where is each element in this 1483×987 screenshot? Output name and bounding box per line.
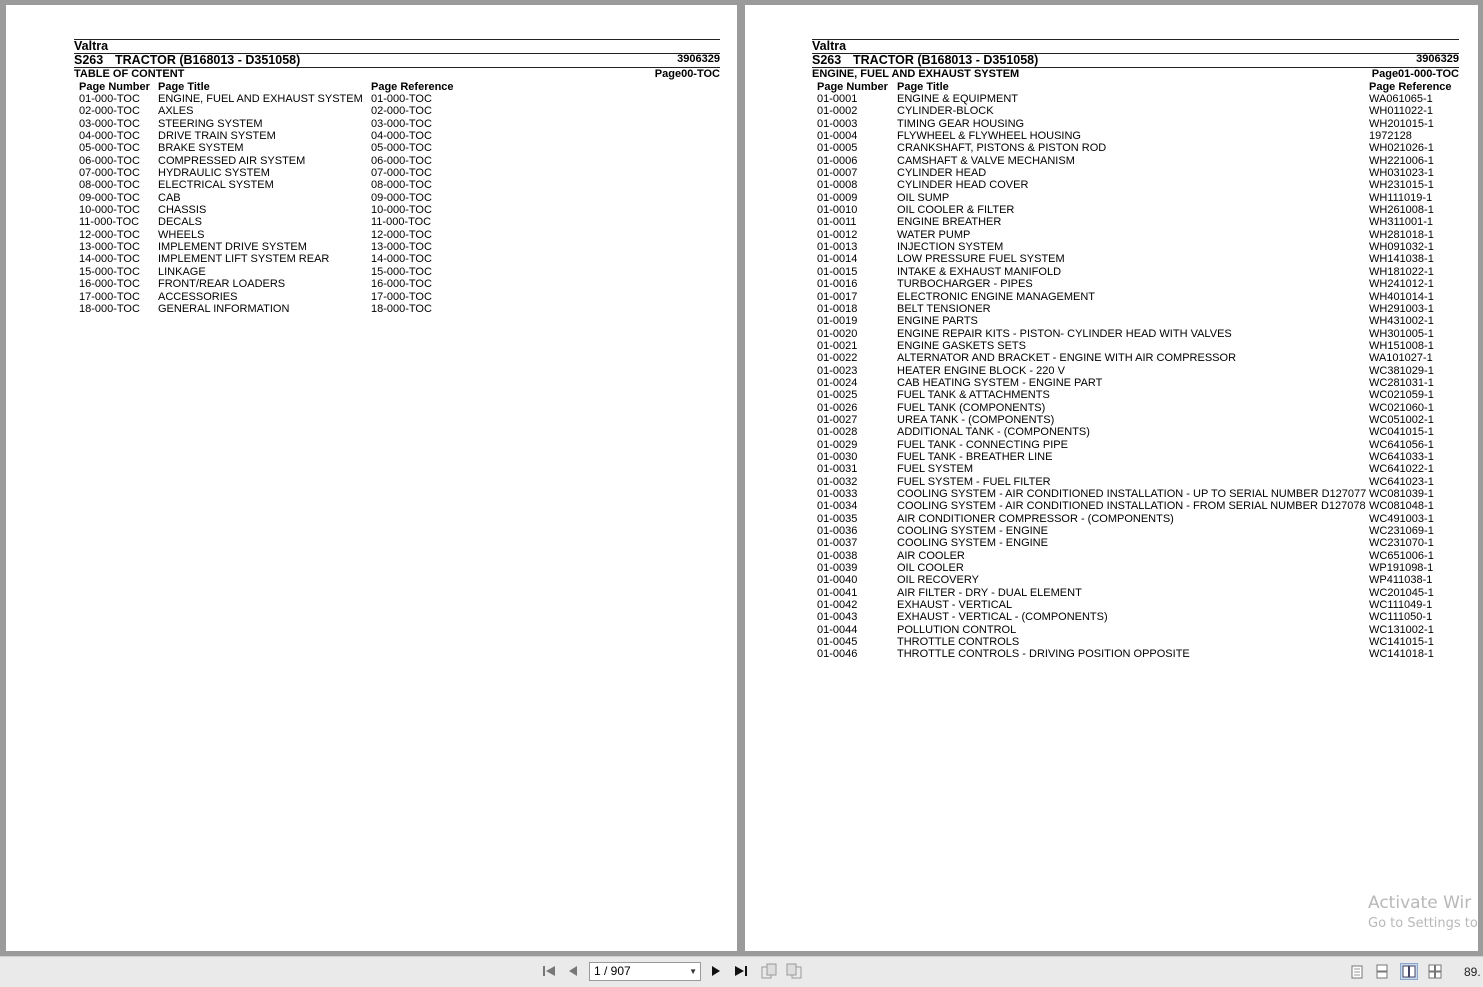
number-cell: 01-0029: [817, 438, 858, 451]
number-cell: 01-0036: [817, 525, 858, 538]
table-row: [745, 636, 1478, 648]
document-title: TRACTOR (B168013 - D351058): [853, 53, 1039, 67]
title-cell: OIL SUMP: [897, 191, 950, 204]
reference-cell: 03-000-TOC: [371, 117, 432, 130]
reference-cell: WH431002-1: [1369, 315, 1434, 328]
table-row: [745, 365, 1478, 377]
title-cell: FUEL TANK - BREATHER LINE: [897, 450, 1053, 463]
number-cell: 01-0034: [817, 500, 858, 513]
reference-cell: 07-000-TOC: [371, 167, 432, 180]
reference-cell: WH281018-1: [1369, 228, 1434, 241]
reference-cell: 13-000-TOC: [371, 241, 432, 254]
title-cell: ACCESSORIES: [158, 290, 238, 303]
title-cell: HYDRAULIC SYSTEM: [158, 167, 270, 180]
number-cell: 04-000-TOC: [79, 130, 140, 143]
table-row: [6, 142, 737, 154]
reference-cell: WC111049-1: [1369, 599, 1433, 612]
reference-cell: 08-000-TOC: [371, 179, 432, 192]
reference-cell: WC041015-1: [1369, 426, 1434, 439]
number-cell: 01-0018: [817, 302, 858, 315]
page-reference: Page00-TOC: [654, 68, 720, 80]
reference-cell: WH091032-1: [1369, 241, 1434, 254]
reference-cell: 18-000-TOC: [371, 302, 432, 315]
number-cell: 18-000-TOC: [79, 302, 140, 315]
table-row: [745, 648, 1478, 660]
title-cell: ENGINE PARTS: [897, 315, 978, 328]
title-cell: LOW PRESSURE FUEL SYSTEM: [897, 253, 1065, 266]
table-row: [745, 562, 1478, 574]
table-row: [6, 291, 737, 303]
table-row: [745, 439, 1478, 451]
table-row: [745, 476, 1478, 488]
table-row: [6, 303, 737, 315]
title-cell: BELT TENSIONER: [897, 302, 991, 315]
table-row: [745, 426, 1478, 438]
title-cell: ENGINE BREATHER: [897, 216, 1002, 229]
number-cell: 01-0040: [817, 574, 858, 587]
table-row: [745, 142, 1478, 154]
table-row: [745, 377, 1478, 389]
table-row: [745, 241, 1478, 253]
title-cell: FUEL SYSTEM: [897, 463, 973, 476]
number-cell: 01-0017: [817, 290, 858, 303]
title-cell: COOLING SYSTEM - AIR CONDITIONED INSTALLATION - FROM SERIAL NUMBER D127078: [897, 500, 1366, 513]
document-number: 3906329: [677, 53, 720, 65]
number-cell: 01-0030: [817, 450, 858, 463]
reference-cell: WH031023-1: [1369, 167, 1434, 180]
reference-cell: 05-000-TOC: [371, 142, 432, 155]
table-row: [745, 525, 1478, 537]
table-row: [745, 537, 1478, 549]
title-cell: ENGINE & EQUIPMENT: [897, 93, 1019, 105]
table-row: [6, 192, 737, 204]
title-cell: STEERING SYSTEM: [158, 117, 263, 130]
table-row: [745, 167, 1478, 179]
number-cell: 01-0043: [817, 611, 858, 624]
number-cell: 01-0032: [817, 475, 858, 488]
title-cell: COOLING SYSTEM - ENGINE: [897, 537, 1048, 550]
table-row: [6, 216, 737, 228]
previous-page-icon[interactable]: [564, 962, 582, 980]
column-header-reference: Page Reference: [371, 81, 454, 93]
table-row: [745, 278, 1478, 290]
reference-cell: WC641023-1: [1369, 475, 1434, 488]
reference-cell: WH311001-1: [1369, 216, 1433, 229]
title-cell: TIMING GEAR HOUSING: [897, 117, 1025, 130]
table-row: [745, 463, 1478, 475]
number-cell: 01-0020: [817, 327, 858, 340]
reference-cell: WP191098-1: [1369, 562, 1434, 575]
number-cell: 01-0010: [817, 204, 858, 217]
title-cell: IMPLEMENT LIFT SYSTEM REAR: [158, 253, 330, 266]
number-cell: 13-000-TOC: [79, 241, 140, 254]
number-cell: 16-000-TOC: [79, 278, 140, 291]
table-row: [745, 402, 1478, 414]
model-code: S263: [812, 53, 842, 67]
reference-cell: WP411038-1: [1369, 574, 1433, 587]
page-indicator-text: 1 / 907: [594, 964, 631, 978]
number-cell: 01-0014: [817, 253, 858, 266]
table-row: [6, 278, 737, 290]
reference-cell: WH261008-1: [1369, 204, 1434, 217]
table-row: [6, 118, 737, 130]
reference-cell: WH141038-1: [1369, 253, 1434, 266]
zoom-level[interactable]: 89.: [1464, 965, 1481, 979]
number-cell: 01-0033: [817, 488, 858, 500]
number-cell: 01-0009: [817, 191, 858, 204]
reference-cell: 14-000-TOC: [371, 253, 432, 266]
table-row: [745, 179, 1478, 191]
table-row: [745, 574, 1478, 586]
number-cell: 12-000-TOC: [79, 228, 140, 241]
number-cell: 01-0003: [817, 117, 858, 130]
title-cell: THROTTLE CONTROLS - DRIVING POSITION OPPOSITE: [897, 648, 1190, 661]
number-cell: 01-0021: [817, 339, 858, 352]
document-page-right: [745, 5, 1478, 951]
title-cell: ENGINE REPAIR KITS - PISTON- CYLINDER HEAD WITH VALVES: [897, 327, 1232, 340]
table-row: [745, 599, 1478, 611]
table-row: [745, 253, 1478, 265]
reference-cell: WH221006-1: [1369, 154, 1434, 167]
reference-cell: WH231015-1: [1369, 179, 1434, 192]
reference-cell: 11-000-TOC: [371, 216, 432, 229]
number-cell: 01-0035: [817, 512, 858, 525]
viewer-toolbar: [0, 956, 1483, 987]
toc-table: [745, 93, 1478, 661]
table-row: [745, 105, 1478, 117]
number-cell: 11-000-TOC: [79, 216, 140, 229]
reference-cell: 09-000-TOC: [371, 191, 432, 204]
reference-cell: WC141018-1: [1369, 648, 1434, 661]
header-rule-top: [812, 39, 1459, 40]
title-cell: CYLINDER HEAD COVER: [897, 179, 1029, 192]
rotate-left-icon[interactable]: [760, 962, 778, 980]
brand-name: Valtra: [812, 39, 847, 53]
number-cell: 01-0027: [817, 413, 858, 426]
number-cell: 01-0005: [817, 142, 858, 155]
activation-watermark: [1368, 893, 1478, 931]
title-cell: ENGINE, FUEL AND EXHAUST SYSTEM: [158, 93, 363, 105]
title-cell: FUEL TANK - CONNECTING PIPE: [897, 438, 1068, 451]
number-cell: 02-000-TOC: [79, 105, 140, 118]
table-row: [6, 241, 737, 253]
next-page-icon[interactable]: [707, 962, 725, 980]
reference-cell: 10-000-TOC: [371, 204, 432, 217]
title-cell: INJECTION SYSTEM: [897, 241, 1004, 254]
table-row: [745, 204, 1478, 216]
number-cell: 14-000-TOC: [79, 253, 140, 266]
reference-cell: WC141015-1: [1369, 636, 1434, 649]
reference-cell: WC381029-1: [1369, 364, 1434, 377]
table-row: [745, 93, 1478, 105]
number-cell: 01-0006: [817, 154, 858, 167]
two-page-continuous-icon[interactable]: [1426, 963, 1444, 980]
table-row: [745, 155, 1478, 167]
brand-name: Valtra: [74, 39, 109, 53]
table-row: [6, 179, 737, 191]
first-page-icon[interactable]: [540, 962, 558, 980]
title-cell: FLYWHEEL & FLYWHEEL HOUSING: [897, 130, 1081, 143]
title-cell: FUEL SYSTEM - FUEL FILTER: [897, 475, 1051, 488]
table-row: [745, 266, 1478, 278]
title-cell: ADDITIONAL TANK - (COMPONENTS): [897, 426, 1090, 439]
number-cell: 01-0028: [817, 426, 858, 439]
reference-cell: WH291003-1: [1369, 302, 1434, 315]
title-cell: AIR COOLER: [897, 549, 965, 562]
reference-cell: WC201045-1: [1369, 586, 1434, 599]
number-cell: 09-000-TOC: [79, 191, 140, 204]
number-cell: 03-000-TOC: [79, 117, 140, 130]
reference-cell: 04-000-TOC: [371, 130, 432, 143]
continuous-view-icon[interactable]: [1373, 963, 1391, 980]
table-row: [6, 130, 737, 142]
section-title: TABLE OF CONTENT: [74, 68, 185, 80]
table-row: [745, 550, 1478, 562]
two-page-view-icon[interactable]: [1400, 963, 1418, 980]
reference-cell: WC641056-1: [1369, 438, 1434, 451]
title-cell: CHASSIS: [158, 204, 207, 217]
title-cell: POLLUTION CONTROL: [897, 623, 1017, 636]
title-cell: AXLES: [158, 105, 194, 118]
title-cell: IMPLEMENT DRIVE SYSTEM: [158, 241, 307, 254]
number-cell: 01-0011: [817, 216, 857, 229]
table-row: [745, 291, 1478, 303]
number-cell: 06-000-TOC: [79, 154, 140, 167]
number-cell: 01-0039: [817, 562, 858, 575]
table-row: [745, 352, 1478, 364]
reference-cell: WC491003-1: [1369, 512, 1434, 525]
table-row: [745, 328, 1478, 340]
number-cell: 01-0042: [817, 599, 858, 612]
number-cell: 01-0013: [817, 241, 858, 254]
reference-cell: WC021059-1: [1369, 389, 1434, 402]
title-cell: ENGINE GASKETS SETS: [897, 339, 1026, 352]
number-cell: 01-0001: [817, 93, 858, 105]
title-cell: INTAKE & EXHAUST MANIFOLD: [897, 265, 1062, 278]
title-cell: CYLINDER-BLOCK: [897, 105, 994, 118]
number-cell: 01-0015: [817, 265, 858, 278]
number-cell: 01-0045: [817, 636, 858, 649]
number-cell: 01-0023: [817, 364, 858, 377]
table-row: [745, 303, 1478, 315]
reference-cell: 1972128: [1369, 130, 1412, 143]
title-cell: EXHAUST - VERTICAL: [897, 599, 1013, 612]
reference-cell: WC641022-1: [1369, 463, 1434, 476]
reference-cell: WC081039-1: [1369, 488, 1434, 500]
column-header-number: Page Number: [817, 81, 888, 93]
number-cell: 01-0007: [817, 167, 858, 180]
number-cell: 01-0019: [817, 315, 858, 328]
title-cell: FUEL TANK (COMPONENTS): [897, 401, 1046, 414]
title-cell: COOLING SYSTEM - ENGINE: [897, 525, 1048, 538]
title-cell: COOLING SYSTEM - AIR CONDITIONED INSTALLATION - UP TO SERIAL NUMBER D127077: [897, 488, 1367, 500]
number-cell: 01-0012: [817, 228, 858, 241]
title-cell: HEATER ENGINE BLOCK - 220 V: [897, 364, 1065, 377]
reference-cell: WC231070-1: [1369, 537, 1434, 550]
number-cell: 01-0046: [817, 648, 858, 661]
number-cell: 10-000-TOC: [79, 204, 140, 217]
title-cell: THROTTLE CONTROLS: [897, 636, 1020, 649]
column-header-title: Page Title: [158, 81, 210, 93]
table-row: [745, 611, 1478, 623]
table-row: [6, 167, 737, 179]
number-cell: 01-0022: [817, 352, 858, 365]
title-cell: CAB HEATING SYSTEM - ENGINE PART: [897, 376, 1103, 389]
table-row: [745, 488, 1478, 500]
column-header-reference: Page Reference: [1369, 81, 1452, 93]
reference-cell: WC131002-1: [1369, 623, 1434, 636]
table-row: [6, 93, 737, 105]
table-row: [745, 624, 1478, 636]
number-cell: 01-0024: [817, 376, 858, 389]
table-row: [6, 266, 737, 278]
reference-cell: WC281031-1: [1369, 376, 1434, 389]
title-cell: WATER PUMP: [897, 228, 971, 241]
reference-cell: WH111019-1: [1369, 191, 1433, 204]
title-cell: ELECTRICAL SYSTEM: [158, 179, 274, 192]
reference-cell: WC021060-1: [1369, 401, 1434, 414]
title-cell: CAMSHAFT & VALVE MECHANISM: [897, 154, 1075, 167]
title-cell: OIL RECOVERY: [897, 574, 979, 587]
title-cell: UREA TANK - (COMPONENTS): [897, 413, 1055, 426]
title-cell: OIL COOLER: [897, 562, 964, 575]
table-row: [745, 587, 1478, 599]
reference-cell: WH181022-1: [1369, 265, 1434, 278]
page-number-input[interactable]: [589, 962, 701, 981]
title-cell: COMPRESSED AIR SYSTEM: [158, 154, 306, 167]
number-cell: 17-000-TOC: [79, 290, 140, 303]
number-cell: 01-0038: [817, 549, 858, 562]
table-row: [745, 216, 1478, 228]
title-cell: ALTERNATOR AND BRACKET - ENGINE WITH AIR COMPRESSOR: [897, 352, 1237, 365]
table-row: [745, 513, 1478, 525]
title-cell: LINKAGE: [158, 265, 206, 278]
document-number: 3906329: [1416, 53, 1459, 65]
table-row: [745, 192, 1478, 204]
reference-cell: WH301005-1: [1369, 327, 1434, 340]
table-row: [745, 414, 1478, 426]
section-title: ENGINE, FUEL AND EXHAUST SYSTEM: [812, 68, 1020, 80]
reference-cell: 01-000-TOC: [371, 93, 432, 105]
page-reference: Page01-000-TOC: [1371, 68, 1459, 80]
rotate-right-icon[interactable]: [785, 962, 803, 980]
title-cell: DECALS: [158, 216, 203, 229]
number-cell: 01-0025: [817, 389, 858, 402]
title-cell: ELECTRONIC ENGINE MANAGEMENT: [897, 290, 1096, 303]
reference-cell: 15-000-TOC: [371, 265, 432, 278]
reference-cell: 16-000-TOC: [371, 278, 432, 291]
reference-cell: WC651006-1: [1369, 549, 1434, 562]
number-cell: 01-0031: [817, 463, 858, 476]
table-row: [745, 229, 1478, 241]
table-row: [6, 105, 737, 117]
title-cell: TURBOCHARGER - PIPES: [897, 278, 1033, 291]
number-cell: 01-0002: [817, 105, 858, 118]
column-header-title: Page Title: [897, 81, 949, 93]
reference-cell: WH011022-1: [1369, 105, 1433, 118]
number-cell: 01-0041: [817, 586, 858, 599]
reference-cell: 17-000-TOC: [371, 290, 432, 303]
table-row: [745, 389, 1478, 401]
title-cell: GENERAL INFORMATION: [158, 302, 290, 315]
reference-cell: WH201015-1: [1369, 117, 1434, 130]
title-cell: FUEL TANK & ATTACHMENTS: [897, 389, 1050, 402]
table-row: [6, 204, 737, 216]
chevron-down-icon[interactable]: ▼: [689, 967, 697, 976]
title-cell: OIL COOLER & FILTER: [897, 204, 1015, 217]
title-cell: BRAKE SYSTEM: [158, 142, 244, 155]
title-cell: AIR FILTER - DRY - DUAL ELEMENT: [897, 586, 1082, 599]
reference-cell: WC111050-1: [1369, 611, 1433, 624]
column-header-number: Page Number: [79, 81, 150, 93]
reference-cell: WC051002-1: [1369, 413, 1434, 426]
single-page-view-icon[interactable]: [1348, 963, 1366, 980]
reference-cell: WA061065-1: [1369, 93, 1433, 105]
document-title: TRACTOR (B168013 - D351058): [115, 53, 301, 67]
table-row: [745, 118, 1478, 130]
table-row: [745, 130, 1478, 142]
reference-cell: WC641033-1: [1369, 450, 1434, 463]
title-cell: AIR CONDITIONER COMPRESSOR - (COMPONENTS): [897, 512, 1174, 525]
number-cell: 01-000-TOC: [79, 93, 140, 105]
reference-cell: WA101027-1: [1369, 352, 1433, 365]
reference-cell: WC231069-1: [1369, 525, 1434, 538]
header-rule-top: [74, 39, 720, 40]
title-cell: CRANKSHAFT, PISTONS & PISTON ROD: [897, 142, 1107, 155]
number-cell: 05-000-TOC: [79, 142, 140, 155]
number-cell: 01-0026: [817, 401, 858, 414]
number-cell: 07-000-TOC: [79, 167, 140, 180]
reference-cell: WH151008-1: [1369, 339, 1434, 352]
number-cell: 08-000-TOC: [79, 179, 140, 192]
number-cell: 01-0044: [817, 623, 858, 636]
table-row: [6, 253, 737, 265]
title-cell: EXHAUST - VERTICAL - (COMPONENTS): [897, 611, 1108, 624]
reference-cell: WH021026-1: [1369, 142, 1434, 155]
reference-cell: WC081048-1: [1369, 500, 1434, 513]
watermark-line-1: Activate Wir: [1368, 893, 1472, 913]
reference-cell: 12-000-TOC: [371, 228, 432, 241]
watermark-line-2: Go to Settings to: [1368, 916, 1478, 931]
number-cell: 15-000-TOC: [79, 265, 140, 278]
title-cell: CAB: [158, 191, 181, 204]
title-cell: FRONT/REAR LOADERS: [158, 278, 286, 291]
reference-cell: WH241012-1: [1369, 278, 1434, 291]
number-cell: 01-0037: [817, 537, 858, 550]
table-row: [745, 340, 1478, 352]
document-page-left: [6, 5, 737, 951]
toc-table: [6, 93, 737, 315]
model-code: S263: [74, 53, 104, 67]
table-row: [745, 451, 1478, 463]
table-row: [745, 500, 1478, 512]
table-row: [6, 229, 737, 241]
table-row: [6, 155, 737, 167]
title-cell: CYLINDER HEAD: [897, 167, 987, 180]
number-cell: 01-0004: [817, 130, 858, 143]
table-row: [745, 315, 1478, 327]
title-cell: DRIVE TRAIN SYSTEM: [158, 130, 276, 143]
reference-cell: 06-000-TOC: [371, 154, 432, 167]
last-page-icon[interactable]: [732, 962, 750, 980]
reference-cell: WH401014-1: [1369, 290, 1434, 303]
number-cell: 01-0008: [817, 179, 858, 192]
number-cell: 01-0016: [817, 278, 858, 291]
title-cell: WHEELS: [158, 228, 205, 241]
reference-cell: 02-000-TOC: [371, 105, 432, 118]
